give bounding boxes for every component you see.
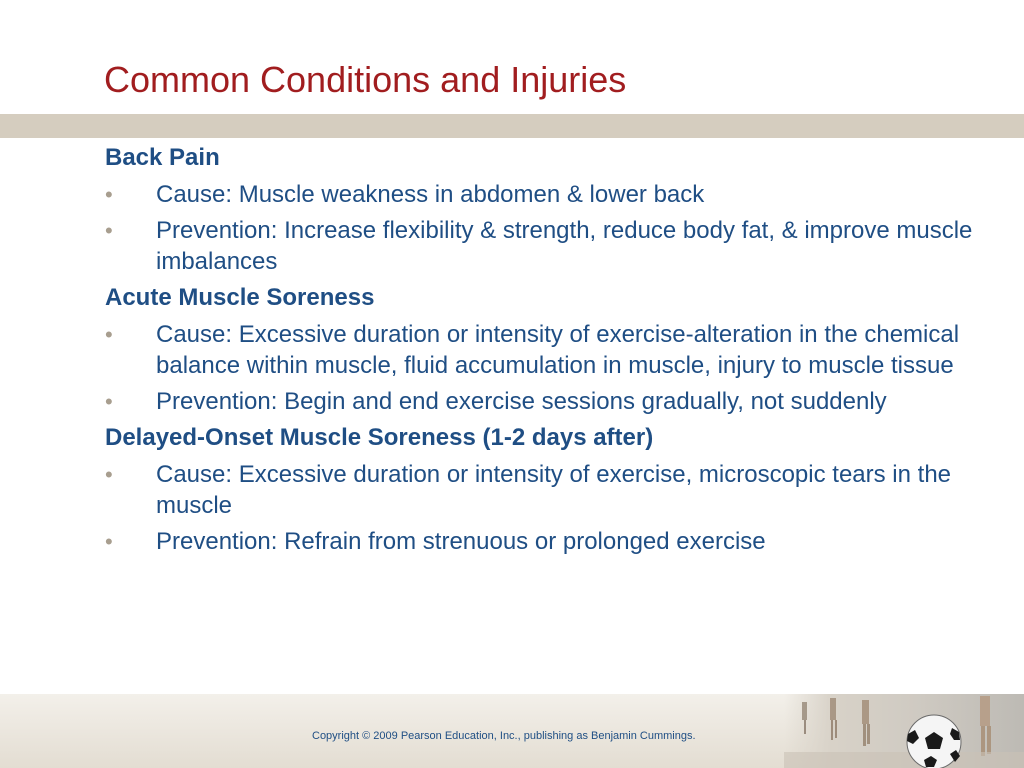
bullet-item — [105, 215, 975, 277]
bullet-symbol: • — [105, 389, 113, 414]
bullet-text: Cause: Muscle weakness in abdomen & lower back — [156, 181, 705, 208]
bullet-text: Cause: Excessive duration or intensity of exercise-alteration in the chemical balance within muscle, fluid accumulation in muscle, injury to muscle tissue — [156, 321, 960, 379]
bullet-item — [105, 319, 975, 381]
title-divider-band — [0, 114, 1024, 138]
beach-soccer-ball-icon — [784, 694, 1024, 768]
bullet-text: Cause: Excessive duration or intensity of exercise, microscopic tears in the muscle — [156, 461, 952, 519]
bullet-symbol: • — [105, 529, 113, 554]
bullet-item — [105, 179, 975, 210]
section-heading: Back Pain — [105, 144, 220, 171]
bullet-symbol: • — [105, 218, 113, 243]
beach-soccer-ball-photo — [784, 694, 1024, 768]
slide-body — [105, 142, 975, 557]
bullet-item — [105, 386, 975, 417]
bullet-symbol: • — [105, 462, 113, 487]
bullet-text: Prevention: Increase flexibility & strength, reduce body fat, & improve muscle imbalances — [156, 217, 973, 275]
slide-title: Common Conditions and Injuries — [104, 59, 627, 100]
section-heading: Delayed-Onset Muscle Soreness (1-2 days after) — [105, 424, 654, 451]
bullet-symbol: • — [105, 182, 113, 207]
bullet-text: Prevention: Refrain from strenuous or prolonged exercise — [156, 528, 766, 555]
section-heading: Acute Muscle Soreness — [105, 284, 375, 311]
bullet-item — [105, 459, 975, 521]
bullet-symbol: • — [105, 322, 113, 347]
slide-footer — [0, 694, 1024, 768]
copyright-text: Copyright © 2009 Pearson Education, Inc., publishing as Benjamin Cummings. — [312, 730, 696, 742]
bullet-item — [105, 526, 975, 557]
bullet-text: Prevention: Begin and end exercise sessions gradually, not suddenly — [156, 388, 887, 415]
